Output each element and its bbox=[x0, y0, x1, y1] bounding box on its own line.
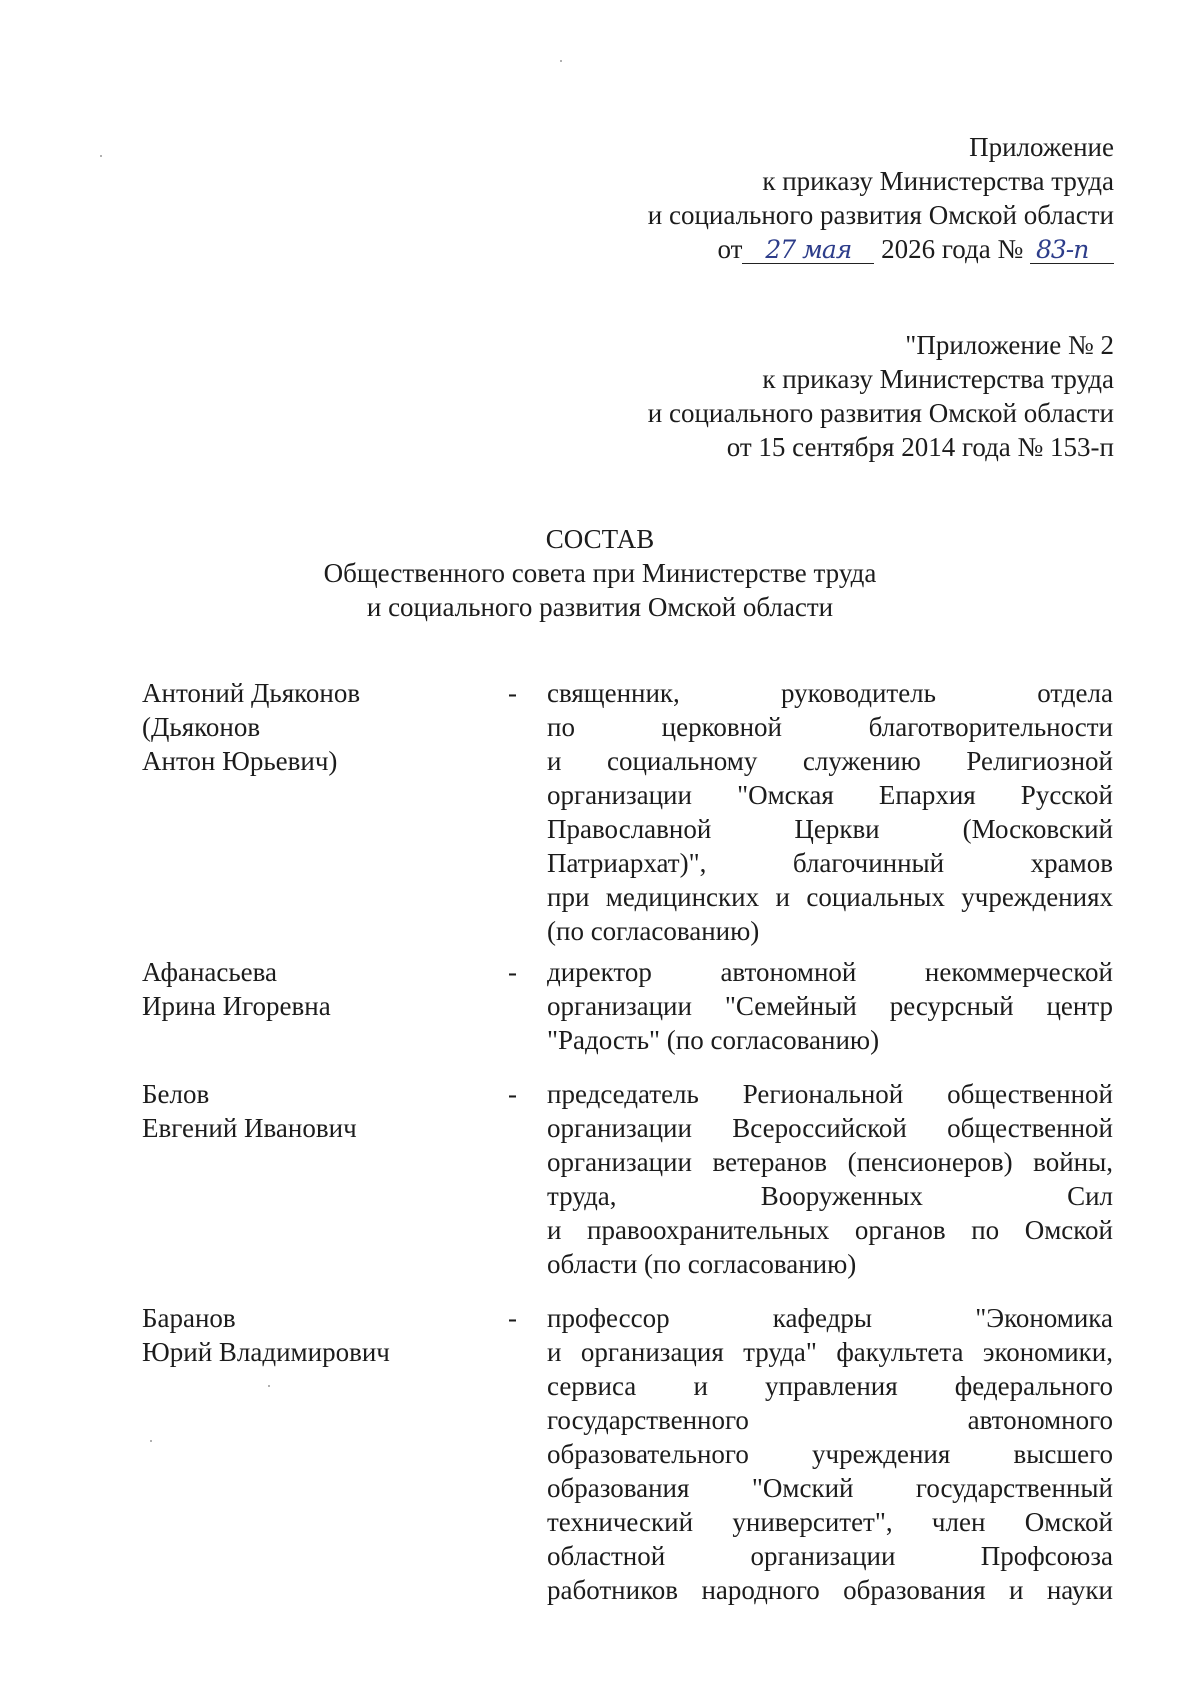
appendix-header-line: и социального развития Омской области bbox=[647, 200, 1114, 230]
handwritten-date: 27 мая bbox=[742, 237, 874, 264]
member-description bbox=[547, 1077, 1113, 1281]
member-name-line: Баранов bbox=[142, 1303, 236, 1333]
member-desc-line: Патриархат)", благочинный храмов bbox=[547, 848, 1113, 878]
appendix-header bbox=[648, 130, 1114, 266]
member-desc-line: профессор кафедры "Экономика bbox=[547, 1303, 1113, 1333]
member-name-line: Антон Юрьевич) bbox=[142, 746, 338, 776]
member-dash: - bbox=[508, 1303, 517, 1333]
appendix-ref-line: к приказу Министерства труда bbox=[762, 364, 1114, 394]
member-desc-line: организации "Омская Епархия Русской bbox=[547, 780, 1113, 810]
member-desc-line: работников народного образования и науки bbox=[547, 1575, 1113, 1605]
member-desc-line: образования "Омский государственный bbox=[547, 1473, 1113, 1503]
member-desc-line: области (по согласованию) bbox=[547, 1249, 857, 1279]
member-name bbox=[142, 1077, 482, 1145]
member-desc-line: организации "Семейный ресурсный центр bbox=[547, 991, 1113, 1021]
member-dash: - bbox=[508, 678, 517, 708]
member-desc-line: организации ветеранов (пенсионеров) войны, bbox=[547, 1147, 1113, 1177]
member-dash: - bbox=[508, 957, 517, 987]
member-desc-line: организации Всероссийской общественной bbox=[547, 1113, 1113, 1143]
member-description bbox=[547, 1301, 1113, 1607]
member-name-line: Антоний Дьяконов bbox=[142, 678, 361, 708]
member-desc-line: образовательного учреждения высшего bbox=[547, 1439, 1113, 1469]
scan-speck bbox=[100, 155, 102, 157]
member-desc-line: и социальному служению Религиозной bbox=[547, 746, 1113, 776]
document-title bbox=[0, 522, 1200, 624]
member-desc-line: областной организации Профсоюза bbox=[547, 1541, 1113, 1571]
member-name-line: Юрий Владимирович bbox=[142, 1337, 390, 1367]
member-name bbox=[142, 955, 482, 1023]
member-name-line: Евгений Иванович bbox=[142, 1113, 357, 1143]
member-name bbox=[142, 676, 482, 778]
appendix-reference bbox=[648, 328, 1114, 464]
appendix-ref-line: "Приложение № 2 bbox=[905, 330, 1114, 360]
member-desc-line: Православной Церкви (Московский bbox=[547, 814, 1113, 844]
member-desc-line: при медицинских и социальных учреждениях bbox=[547, 882, 1113, 912]
member-desc-line: директор автономной некоммерческой bbox=[547, 957, 1113, 987]
member-desc-line: и правоохранительных органов по Омской bbox=[547, 1215, 1113, 1245]
appendix-ref-line: от 15 сентября 2014 года № 153-п bbox=[726, 432, 1114, 462]
member-desc-line: председатель Региональной общественной bbox=[547, 1079, 1113, 1109]
title-line: Общественного совета при Министерстве труда bbox=[323, 558, 877, 588]
member-desc-line: технический университет", член Омской bbox=[547, 1507, 1113, 1537]
member-name-line: Белов bbox=[142, 1079, 210, 1109]
member-desc-line: "Радость" (по согласованию) bbox=[547, 1025, 880, 1055]
scan-speck bbox=[560, 60, 562, 62]
scan-speck bbox=[150, 1440, 152, 1442]
member-name bbox=[142, 1301, 482, 1369]
member-name-line: Афанасьева bbox=[142, 957, 278, 987]
date-prefix: от bbox=[717, 234, 743, 264]
scan-speck bbox=[268, 1385, 270, 1387]
member-desc-line: (по согласованию) bbox=[547, 916, 760, 946]
appendix-header-line: Приложение bbox=[969, 132, 1114, 162]
title-line: и социального развития Омской области bbox=[366, 592, 834, 622]
member-dash: - bbox=[508, 1079, 517, 1109]
appendix-header-line: к приказу Министерства труда bbox=[762, 166, 1114, 196]
appendix-date-line bbox=[648, 232, 1114, 266]
handwritten-number: 83-п bbox=[1030, 237, 1114, 264]
member-desc-line: священник, руководитель отдела bbox=[547, 678, 1113, 708]
member-desc-line: по церковной благотворительности bbox=[547, 712, 1113, 742]
member-desc-line: и организация труда" факультета экономики, bbox=[547, 1337, 1113, 1367]
appendix-ref-line: и социального развития Омской области bbox=[647, 398, 1114, 428]
member-description bbox=[547, 955, 1113, 1057]
member-name-line: Ирина Игоревна bbox=[142, 991, 331, 1021]
member-desc-line: сервиса и управления федерального bbox=[547, 1371, 1113, 1401]
member-description bbox=[547, 676, 1113, 948]
member-desc-line: труда, Вооруженных Сил bbox=[547, 1181, 1113, 1211]
member-name-line: (Дьяконов bbox=[142, 712, 261, 742]
title-line: СОСТАВ bbox=[545, 524, 655, 554]
year-text: 2026 года № bbox=[881, 234, 1024, 264]
member-desc-line: государственного автономного bbox=[547, 1405, 1113, 1435]
